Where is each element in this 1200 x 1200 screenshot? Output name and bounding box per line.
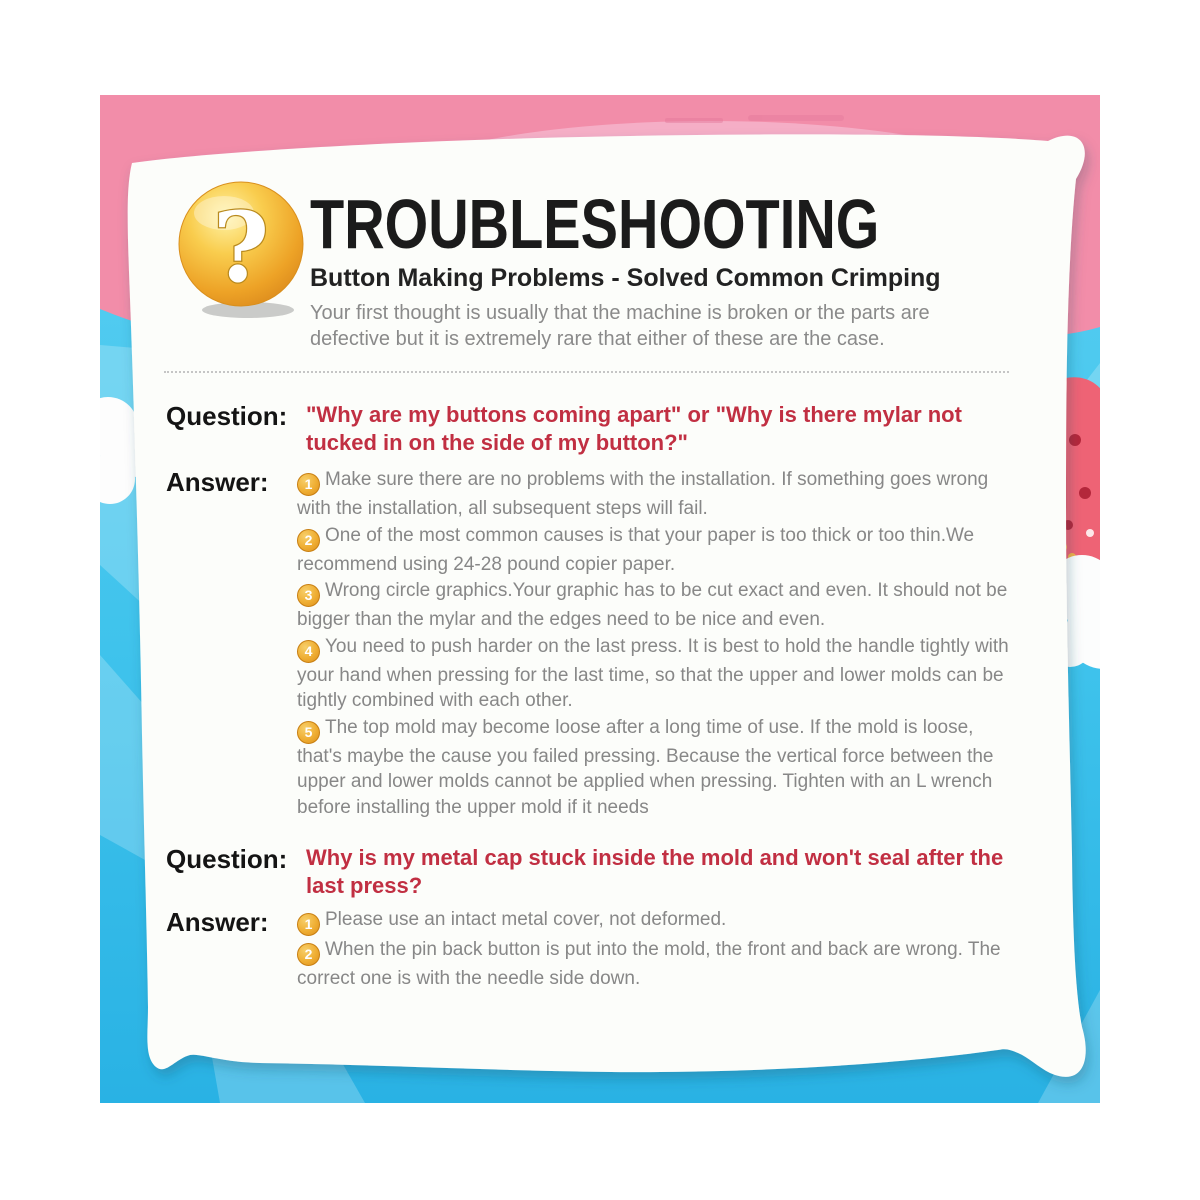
question-mark-icon [174, 179, 312, 321]
answer-item-text: When the pin back button is put into the mold, the front and back are wrong. The correct one is with the needle side down. [297, 939, 1001, 989]
page-title: TROUBLESHOOTING [310, 185, 880, 263]
dashed-divider [164, 371, 1009, 373]
number-badge: 2 [297, 943, 320, 966]
answer-item-text: The top mold may become loose after a long time of use. If the mold is loose, that's maybe the cause you failed pressing. Because the vertical force between the upper and lower molds cannot be applied when pressing. Tighten with an L wrench before installing the upper mold if it needs [297, 716, 994, 818]
answer-item [297, 578, 1015, 633]
page-subtitle: Button Making Problems - Solved Common Crimping [310, 264, 941, 292]
answer-item [297, 715, 1015, 821]
answer-item-text: One of the most common causes is that your paper is too thick or too thin.We recommend using 24-28 pound copier paper. [297, 524, 975, 575]
answer-label: Answer: [166, 467, 269, 497]
question-text: Why is my metal cap stuck inside the mold and won't seal after the last press? [306, 845, 1004, 898]
answer-list [297, 907, 1015, 993]
qa1-question-row [166, 401, 1006, 457]
question-label: Question: [166, 401, 288, 431]
answer-label: Answer: [166, 907, 269, 937]
qa2-question-row [166, 844, 1006, 900]
answer-item-text: Wrong circle graphics.Your graphic has to be cut exact and even. It should not be bigger than the mylar and the edges need to be nice and even. [297, 580, 1008, 630]
answer-item [297, 634, 1015, 714]
answer-list [297, 467, 1015, 821]
product-image [100, 95, 1100, 1103]
svg-text:?: ? [212, 191, 270, 304]
number-badge: 1 [297, 913, 320, 936]
qa2-answer-row [166, 907, 1015, 993]
number-badge: 2 [297, 529, 320, 552]
answer-item-text: You need to push harder on the last press. It is best to hold the handle tightly with your hand when pressing for the last time, so that the upper and lower molds can be tightly combined with each other. [297, 635, 1009, 711]
answer-item [297, 937, 1015, 992]
number-badge: 4 [297, 640, 320, 663]
question-text: "Why are my buttons coming apart" or "Why is there mylar not tucked in on the side of my button?" [306, 402, 962, 455]
answer-item [297, 523, 1015, 578]
qa1-answer-row [166, 467, 1015, 821]
number-badge: 3 [297, 584, 320, 607]
header-block [310, 185, 1030, 352]
intro-text: Your first thought is usually that the machine is broken or the parts are defective but it is extremely rare that either of these are the case. [310, 302, 930, 350]
number-badge: 1 [297, 473, 320, 496]
number-badge: 5 [297, 721, 320, 744]
answer-item-text: Please use an intact metal cover, not deformed. [325, 909, 727, 930]
answer-item [297, 907, 1015, 936]
question-label: Question: [166, 844, 288, 874]
content [100, 95, 1100, 1103]
answer-item-text: Make sure there are no problems with the installation. If something goes wrong with the installation, all subsequent steps will fail. [297, 469, 989, 519]
answer-item [297, 467, 1015, 522]
